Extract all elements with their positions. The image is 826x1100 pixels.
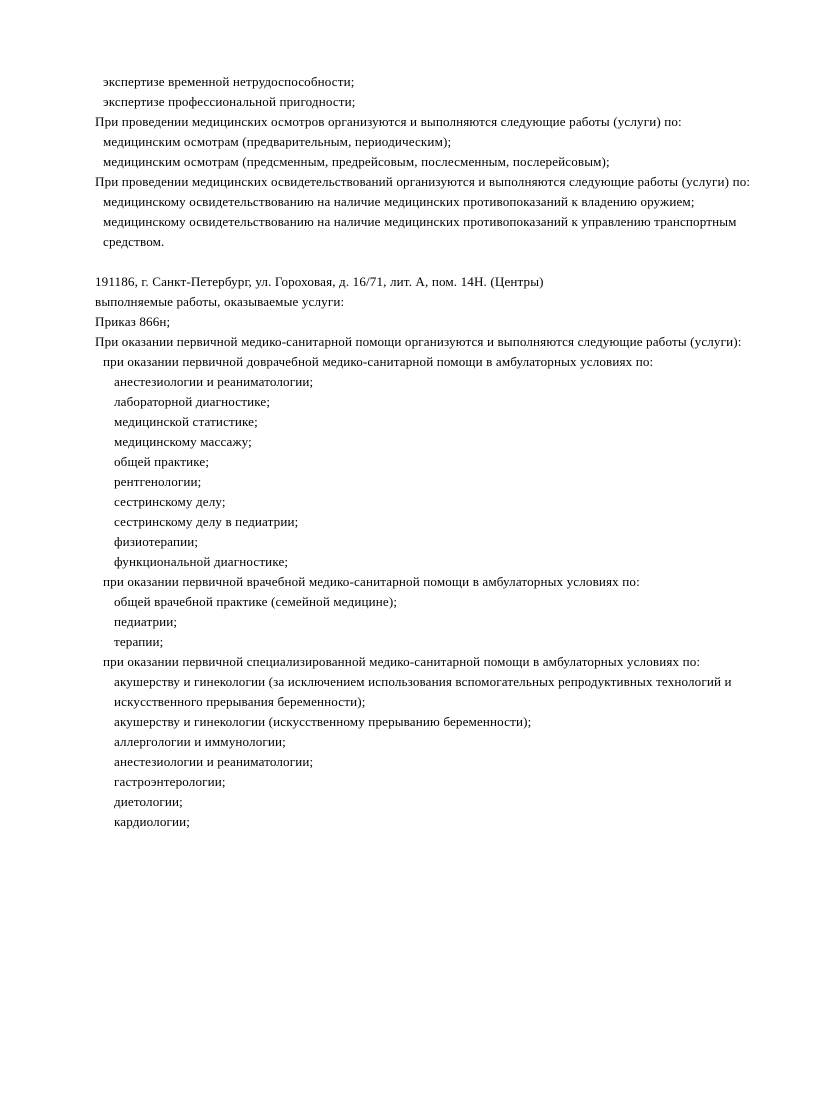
document-text-body <box>95 72 793 832</box>
document-line: сестринскому делу в педиатрии; <box>114 514 299 529</box>
document-line: аллергологии и иммунологии; <box>114 734 286 749</box>
document-line: экспертизе профессиональной пригодности; <box>103 94 356 109</box>
document-line: сестринскому делу; <box>114 494 226 509</box>
document-line: 191186, г. Санкт-Петербург, ул. Гороховая, д. 16/71, лит. А, пом. 14Н. (Центры) <box>95 274 544 289</box>
document-line: физиотерапии; <box>114 534 199 549</box>
document-line: педиатрии; <box>114 614 178 629</box>
document-line: общей практике; <box>114 454 210 469</box>
document-line: при оказании первичной врачебной медико-санитарной помощи в амбулаторных условиях по: <box>103 574 640 589</box>
document-line: при оказании первичной доврачебной медико-санитарной помощи в амбулаторных условиях по: <box>103 354 654 369</box>
document-line: гастроэнтерологии; <box>114 774 226 789</box>
document-line: выполняемые работы, оказываемые услуги: <box>95 294 345 309</box>
document-line: медицинским осмотрам (предсменным, предрейсовым, послесменным, послерейсовым); <box>103 154 610 169</box>
document-line: медицинскому освидетельствованию на наличие медицинских противопоказаний к владению оружием; <box>103 194 695 209</box>
paragraph-spacer <box>95 252 793 272</box>
document-line: акушерству и гинекологии (за исключением использования вспомогательных репродуктивных технологий и искусственного прерывания беременности); <box>114 674 736 709</box>
document-line: медицинским осмотрам (предварительным, периодическим); <box>103 134 452 149</box>
continued-services-section <box>95 72 793 252</box>
document-line: диетологии; <box>114 794 183 809</box>
document-line: При оказании первичной медико-санитарной помощи организуются и выполняются следующие работы (услуги): <box>95 334 742 349</box>
document-line: медицинскому освидетельствованию на наличие медицинских противопоказаний к управлению транспортным средством. <box>103 214 740 249</box>
address-section <box>95 272 793 832</box>
document-line: при оказании первичной специализированной медико-санитарной помощи в амбулаторных условиях по: <box>103 654 701 669</box>
document-line: акушерству и гинекологии (искусственному прерыванию беременности); <box>114 714 532 729</box>
document-line: При проведении медицинских освидетельствований организуются и выполняются следующие работы (услуги) по: <box>95 174 751 189</box>
document-line: анестезиологии и реаниматологии; <box>114 374 314 389</box>
document-line: анестезиологии и реаниматологии; <box>114 754 314 769</box>
document-line: кардиологии; <box>114 814 191 829</box>
document-line: лабораторной диагностике; <box>114 394 271 409</box>
document-line: медицинскому массажу; <box>114 434 252 449</box>
document-line: При проведении медицинских осмотров организуются и выполняются следующие работы (услуги) по: <box>95 114 682 129</box>
document-line: Приказ 866н; <box>95 314 171 329</box>
document-line: рентгенологии; <box>114 474 202 489</box>
document-line: функциональной диагностике; <box>114 554 289 569</box>
document-line: терапии; <box>114 634 164 649</box>
document-line: медицинской статистике; <box>114 414 258 429</box>
document-line: общей врачебной практике (семейной медицине); <box>114 594 398 609</box>
document-line: экспертизе временной нетрудоспособности; <box>103 74 355 89</box>
